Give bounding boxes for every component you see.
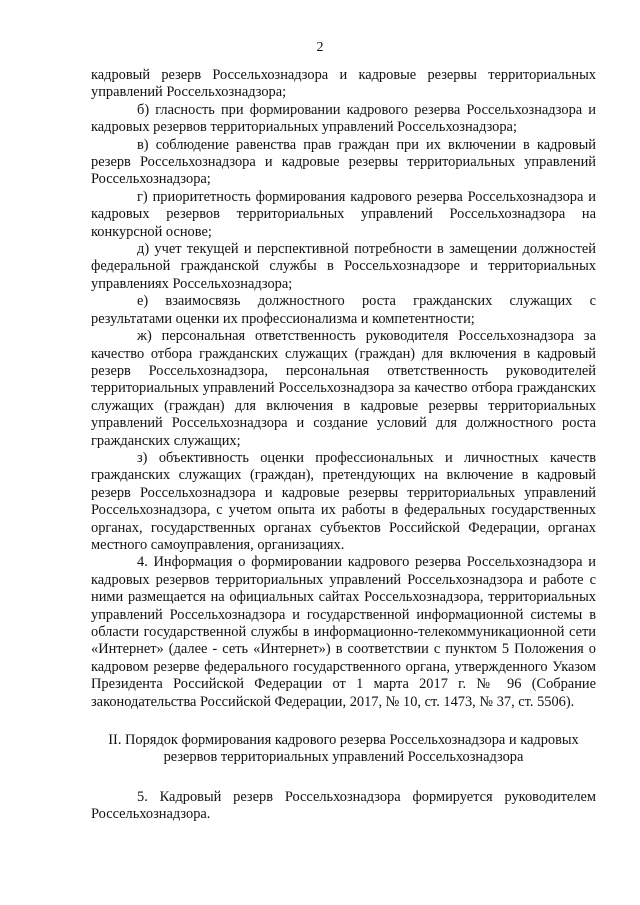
section-heading-line-1: II. Порядок формирования кадрового резерва Россельхознадзора и кадровых [108, 732, 579, 749]
page-number: 2 [316, 40, 324, 55]
paragraph-item-e: е) взаимосвязь должностного роста гражданских служащих с результатами оценки их профессионализма и компетентности; [91, 293, 596, 327]
paragraph-item-g: г) приоритетность формирования кадрового резерва Россельхознадзора и кадровых резервов территориальных управлений Россельхознадзора на конкурсной основе; [91, 188, 596, 240]
paragraph-item-b: б) гласность при формировании кадрового резерва Россельхознадзора и кадровых резервов территориальных управлений Россельхознадзора; [91, 101, 596, 136]
paragraph-item-4: 4. Информация о формировании кадрового резерва Россельхознадзора и кадровых резервов территориальных управлений Россельхознадзора и работе с ними размещается на официальных сайтах Россельхознадзора, территориальных управлений Россельхознадзора и государственной информационной системы в области государственной службы в информационно-телекоммуникационной сети «Интернет» (далее - сеть «Интернет») в соответствии с пунктом 5 Положения о кадровом резерве федерального государственного органа, утвержденного Указом Президента Российской Федерации от 1 марта 2017 г. № 96 (Собрание законодательства Российской Федерации, 2017, № 10, ст. 1473, № 37, ст. 5506). [91, 554, 596, 710]
paragraph-item-5: 5. Кадровый резерв Россельхознадзора формируется руководителем Россельхознадзора. [91, 788, 596, 823]
paragraph-continuation: кадровый резерв Россельхознадзора и кадровые резервы территориальных управлений Россельхознадзора; [91, 67, 596, 101]
paragraph-item-zh: ж) персональная ответственность руководителя Россельхознадзора за качество отбора гражданских служащих (граждан) для включения в кадровый резерв Россельхознадзора, персональная ответственность руководителей территориальных управлений Россельхознадзора за качество отбора гражданских служащих (граждан) для включения в кадровые резервы территориальных управлений Россельхознадзора и создание условий для должностного роста гражданских служащих; [91, 328, 596, 449]
document-body [91, 67, 596, 824]
paragraph-item-d: д) учет текущей и перспективной потребности в замещении должностей федеральной гражданской службы в Россельхознадзоре и территориальных управлениях Россельхознадзора; [91, 241, 596, 292]
section-heading [91, 732, 596, 767]
section-heading-line-2: резервов территориальных управлений Россельхознадзора [163, 749, 524, 766]
paragraph-item-z: з) объективность оценки профессиональных и личностных качеств гражданских служащих (граждан), претендующих на включение в кадровый резерв Россельхознадзора и кадровые резервы территориальных управлений Россельхознадзора, с учетом опыта их работы в федеральных государственных органах, государственных органах субъектов Российской Федерации, органах местного самоуправления, организациях. [91, 449, 596, 553]
paragraph-item-v: в) соблюдение равенства прав граждан при их включении в кадровый резерв Россельхознадзора и кадровые резервы территориальных управлений Россельхознадзора; [91, 136, 596, 188]
